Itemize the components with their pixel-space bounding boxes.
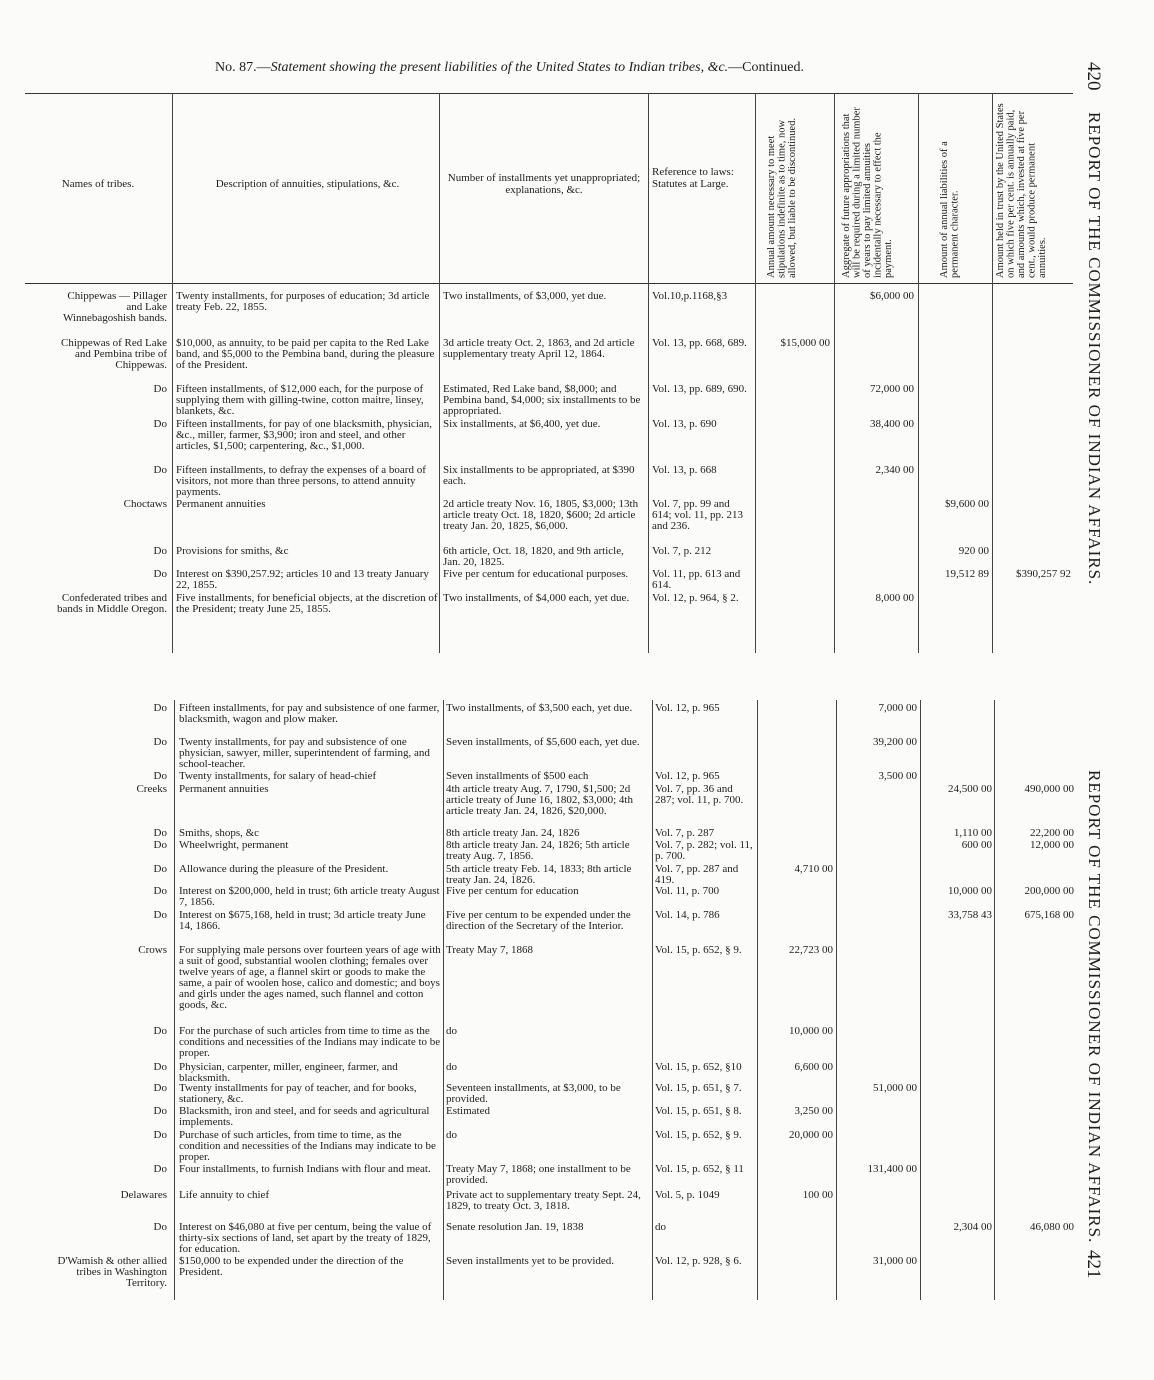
- cell-desc: Twenty installments, for purposes of education; 3d article treaty Feb. 22, 1855.: [176, 290, 430, 313]
- cell-inst: Five per centum to be expended under the direction of the Secretary of the Interior.: [446, 909, 631, 932]
- header-top-rule: [25, 93, 1073, 94]
- cell-annual: 3,250 00: [794, 1105, 833, 1117]
- cell-annual: 20,000 00: [789, 1129, 833, 1141]
- cell-ref: Vol. 13, pp. 668, 689.: [652, 337, 747, 349]
- title-suffix: —Continued.: [728, 60, 805, 75]
- cell-inst: Six installments to be appropriated, at $390 each.: [443, 464, 635, 487]
- cell-tribe: Do: [153, 464, 167, 476]
- cell-inst: Seventeen installments, at $3,000, to be provided.: [446, 1082, 621, 1105]
- cell-ref: Vol. 13, p. 690: [652, 418, 717, 430]
- cell-ref: Vol.10,p.1168,§3: [652, 290, 728, 302]
- col-divider: [994, 700, 995, 1300]
- cell-tribe: Do: [153, 885, 167, 897]
- cell-desc: $150,000 to be expended under the direction of the President.: [179, 1255, 404, 1278]
- cell-desc: Interest on $675,168, held in trust; 3d article treaty June 14, 1866.: [179, 909, 426, 932]
- cell-inst: do: [446, 1129, 457, 1141]
- cell-ref: Vol. 12, p. 928, § 6.: [655, 1255, 742, 1267]
- header-bottom-rule: [25, 283, 1073, 284]
- cell-aggregate: 3,500 00: [878, 770, 917, 782]
- cell-ref: Vol. 5, p. 1049: [655, 1189, 720, 1201]
- cell-desc: Four installments, to furnish Indians with flour and meat.: [179, 1163, 431, 1175]
- cell-annual: 4,710 00: [794, 863, 833, 875]
- cell-tribe: Do: [153, 1105, 167, 1117]
- cell-inst: Seven installments of $500 each: [446, 770, 589, 782]
- cell-aggregate: 51,000 00: [873, 1082, 917, 1094]
- cell-ref: Vol. 7, pp. 287 and 419.: [655, 863, 739, 886]
- cell-inst: Five per centum for educational purposes.: [443, 568, 629, 580]
- cell-annual: 100 00: [802, 1189, 833, 1201]
- col-divider: [920, 700, 921, 1300]
- col-divider: [174, 700, 175, 1300]
- cell-tribe: Chippewas — Pillager and Lake Winnebagoshish bands.: [62, 290, 167, 324]
- title-prefix: No. 87.—: [215, 60, 271, 75]
- cell-ref: Vol. 11, p. 700: [655, 885, 720, 897]
- cell-inst: 4th article treaty Aug. 7, 1790, $1,500; 2d article treaty of June 16, 1802, $3,000; 4th article treaty Jan. 24, 1826, $20,000.: [446, 783, 633, 817]
- cell-desc: Fifteen installments, of $12,000 each, for the purpose of supplying them with gilling-twine, cotton maitre, linsey, blankets, &c.: [176, 383, 424, 417]
- cell-desc: Wheelwright, permanent: [179, 839, 289, 851]
- cell-trust: 200,000 00: [1024, 885, 1074, 897]
- cell-tribe: Do: [153, 568, 167, 580]
- cell-tribe: Do: [153, 827, 167, 839]
- cell-tribe: Do: [153, 1163, 167, 1175]
- cell-inst: Seven installments yet to be provided.: [446, 1255, 615, 1267]
- cell-ref: Vol. 15, p. 652, § 9.: [655, 1129, 742, 1141]
- cell-permanent: 33,758 43: [948, 909, 992, 921]
- col-divider: [836, 700, 837, 1300]
- header-trust: Amount held in trust by the United States on which five per cent. is annually paid, and amounts which, invested at five per cent., would produce permanent annuities.: [995, 103, 1048, 278]
- cell-desc: Provisions for smiths, &c: [176, 545, 289, 557]
- cell-tribe: Do: [153, 545, 167, 557]
- cell-inst: Six installments, at $6,400, yet due.: [443, 418, 601, 430]
- cell-tribe: Do: [153, 909, 167, 921]
- cell-trust: 675,168 00: [1024, 909, 1074, 921]
- cell-trust: 490,000 00: [1024, 783, 1074, 795]
- cell-permanent: 2,304 00: [953, 1221, 992, 1233]
- cell-inst: 5th article treaty Feb. 14, 1833; 8th article treaty Jan. 24, 1826.: [446, 863, 632, 886]
- cell-aggregate: 2,340 00: [875, 464, 914, 476]
- cell-inst: Private act to supplementary treaty Sept. 24, 1829, to treaty Oct. 3, 1818.: [446, 1189, 641, 1212]
- cell-trust: 22,200 00: [1030, 827, 1074, 839]
- header-permanent: Amount of annual liabilities of a permanent character.: [939, 141, 961, 278]
- cell-desc: Permanent annuities: [179, 783, 269, 795]
- cell-ref: Vol. 7, p. 287: [655, 827, 715, 839]
- cell-inst: Five per centum for education: [446, 885, 579, 897]
- header-installments: Number of installments yet unappropriated; explanations, &c.: [447, 172, 641, 196]
- cell-inst: Seven installments, of $5,600 each, yet due.: [446, 736, 640, 748]
- cell-tribe: Confederated tribes and bands in Middle Oregon.: [57, 592, 167, 615]
- cell-trust: 12,000 00: [1030, 839, 1074, 851]
- col-divider: [172, 93, 173, 653]
- cell-aggregate: 31,000 00: [873, 1255, 917, 1267]
- cell-trust: $390,257 92: [1016, 568, 1071, 580]
- cell-ref: Vol. 15, p. 652, § 11: [655, 1163, 744, 1175]
- cell-permanent: 1,110 00: [953, 827, 992, 839]
- cell-aggregate: 131,400 00: [867, 1163, 917, 1175]
- cell-ref: Vol. 14, p. 786: [655, 909, 720, 921]
- running-header-top: REPORT OF THE COMMISSIONER OF INDIAN AFFAIRS.: [1085, 112, 1104, 586]
- table-title: [215, 60, 804, 76]
- cell-tribe: Do: [153, 770, 167, 782]
- cell-ref: Vol. 7, p. 282; vol. 11, p. 700.: [655, 839, 753, 862]
- header-aggregate: Aggregate of future appropriations that will be required during a limited number of years to pay limited annuities incidentally necessary to effect the payment.: [841, 107, 894, 278]
- header-description: Description of annuities, stipulations, &c.: [215, 178, 400, 190]
- cell-ref: Vol. 15, p. 652, § 9.: [655, 944, 742, 956]
- cell-desc: For supplying male persons over fourteen years of age with a suit of good, substantial woolen clothing; females over twelve years of age, a flannel skirt or goods to make the same, a pair of woolen hose, calico and domestic; and boys and girls under the ages named, such flannel and cotton goods, &c.: [179, 944, 441, 1011]
- cell-inst: 8th article treaty Jan. 24, 1826: [446, 827, 580, 839]
- cell-desc: Physician, carpenter, miller, engineer, farmer, and blacksmith.: [179, 1061, 398, 1084]
- cell-permanent: 920 00: [958, 545, 989, 557]
- cell-inst: do: [446, 1025, 457, 1037]
- cell-annual: 10,000 00: [789, 1025, 833, 1037]
- cell-desc: Interest on $390,257.92; articles 10 and 13 treaty January 22, 1855.: [176, 568, 429, 591]
- cell-permanent: 600 00: [961, 839, 992, 851]
- cell-ref: Vol. 7, p. 212: [652, 545, 712, 557]
- cell-desc: Life annuity to chief: [179, 1189, 270, 1201]
- cell-inst: Estimated: [446, 1105, 490, 1117]
- cell-ref: Vol. 12, p. 965: [655, 770, 720, 782]
- cell-tribe: Do: [153, 736, 167, 748]
- cell-desc: Blacksmith, iron and steel, and for seeds and agricultural implements.: [179, 1105, 430, 1128]
- cell-ref: Vol. 7, pp. 99 and 614; vol. 11, pp. 213 and 236.: [652, 498, 743, 532]
- cell-desc: Permanent annuities: [176, 498, 266, 510]
- cell-tribe: Do: [153, 1129, 167, 1141]
- cell-tribe: Choctaws: [123, 498, 167, 510]
- cell-ref: Vol. 13, pp. 689, 690.: [652, 383, 747, 395]
- cell-aggregate: $6,000 00: [870, 290, 914, 302]
- cell-ref: do: [655, 1221, 666, 1233]
- cell-desc: Interest on $46,080 at five per centum, being the value of thirty-six sections of land, set apart by the treaty of 1829, for education.: [179, 1221, 432, 1255]
- cell-tribe: Chippewas of Red Lake and Pembina tribe of Chippewas.: [61, 337, 167, 371]
- cell-inst: Estimated, Red Lake band, $8,000; and Pembina band, $4,000; six installments to be appropriated.: [443, 383, 641, 417]
- col-divider: [648, 93, 649, 653]
- cell-inst: Two installments, of $3,500 each, yet due.: [446, 702, 633, 714]
- cell-tribe: Do: [153, 863, 167, 875]
- cell-desc: For the purchase of such articles from time to time as the conditions and necessities of the Indians may indicate to be proper.: [179, 1025, 441, 1059]
- cell-desc: Five installments, for beneficial objects, at the discretion of the President; treaty June 25, 1855.: [176, 592, 438, 615]
- cell-tribe: Delawares: [120, 1189, 167, 1201]
- page-number-bottom: 421: [1083, 1250, 1104, 1279]
- col-divider: [439, 93, 440, 653]
- cell-desc: Allowance during the pleasure of the President.: [179, 863, 389, 875]
- cell-desc: Purchase of such articles, from time to time, as the condition and necessities of the Indians may indicate to be proper.: [179, 1129, 436, 1163]
- title-italic: Statement showing the present liabilities of the United States to Indian tribes, &c.: [270, 60, 729, 75]
- cell-desc: $10,000, as annuity, to be paid per capita to the Red Lake band, and $5,000 to the Pembina band, during the pleasure of the President.: [176, 337, 435, 371]
- cell-tribe: Do: [153, 1082, 167, 1094]
- cell-inst: Treaty May 7, 1868; one installment to be provided.: [446, 1163, 631, 1186]
- cell-ref: Vol. 12, p. 964, § 2.: [652, 592, 739, 604]
- cell-aggregate: 39,200 00: [873, 736, 917, 748]
- cell-desc: Fifteen installments, to defray the expenses of a board of visitors, not more than three persons, to attend annuity payments.: [176, 464, 426, 498]
- cell-inst: 8th article treaty Jan. 24, 1826; 5th article treaty Aug. 7, 1856.: [446, 839, 630, 862]
- cell-desc: Interest on $200,000, held in trust; 6th article treaty August 7, 1856.: [179, 885, 440, 908]
- cell-ref: Vol. 15, p. 651, § 7.: [655, 1082, 742, 1094]
- cell-permanent: 19,512 89: [945, 568, 989, 580]
- cell-inst: 3d article treaty Oct. 2, 1863, and 2d article supplementary treaty April 12, 1864.: [443, 337, 635, 360]
- cell-permanent: 24,500 00: [948, 783, 992, 795]
- cell-inst: Senate resolution Jan. 19, 1838: [446, 1221, 584, 1233]
- cell-desc: Fifteen installments, for pay of one blacksmith, physician, &c., miller, farmer, $3,900; iron and steel, and other articles, $1,500; carpentering, &c., $1,000.: [176, 418, 433, 452]
- cell-aggregate: 8,000 00: [875, 592, 914, 604]
- col-divider: [443, 700, 444, 1300]
- header-annual: Annual amount necessary to meet stipulations indefinite as to time, now allowed, but liable to be discontinued.: [766, 117, 798, 278]
- cell-desc: Twenty installments, for pay and subsistence of one physician, sawyer, miller, superintendent of farming, and school-teacher.: [179, 736, 430, 770]
- cell-tribe: Creeks: [136, 783, 167, 795]
- cell-tribe: Do: [153, 1221, 167, 1233]
- cell-trust: 46,080 00: [1030, 1221, 1074, 1233]
- cell-annual: 6,600 00: [794, 1061, 833, 1073]
- cell-ref: Vol. 11, pp. 613 and 614.: [652, 568, 741, 591]
- cell-tribe: Do: [153, 418, 167, 430]
- cell-aggregate: 7,000 00: [878, 702, 917, 714]
- cell-tribe: Do: [153, 383, 167, 395]
- cell-annual: 22,723 00: [789, 944, 833, 956]
- cell-ref: Vol. 12, p. 965: [655, 702, 720, 714]
- col-divider: [757, 700, 758, 1300]
- header-names: Names of tribes.: [61, 178, 135, 190]
- col-divider: [755, 93, 756, 653]
- cell-ref: Vol. 13, p. 668: [652, 464, 717, 476]
- cell-tribe: D'Wamish & other allied tribes in Washington Territory.: [57, 1255, 167, 1289]
- cell-ref: Vol. 7, pp. 36 and 287; vol. 11, p. 700.: [655, 783, 744, 806]
- running-header-bottom: REPORT OF THE COMMISSIONER OF INDIAN AFFAIRS.: [1085, 770, 1104, 1244]
- cell-desc: Fifteen installments, for pay and subsistence of one farmer, blacksmith, wagon and plow maker.: [179, 702, 440, 725]
- col-divider: [834, 93, 835, 653]
- cell-ref: Vol. 15, p. 651, § 8.: [655, 1105, 742, 1117]
- cell-tribe: Do: [153, 839, 167, 851]
- cell-inst: Two installments, of $3,000, yet due.: [443, 290, 607, 302]
- col-divider: [652, 700, 653, 1300]
- col-divider: [992, 93, 993, 653]
- cell-inst: do: [446, 1061, 457, 1073]
- cell-tribe: Crows: [138, 944, 167, 956]
- cell-annual: $15,000 00: [780, 337, 830, 349]
- cell-desc: Twenty installments for pay of teacher, and for books, stationery, &c.: [179, 1082, 417, 1105]
- cell-tribe: Do: [153, 702, 167, 714]
- cell-inst: 6th article, Oct. 18, 1820, and 9th article, Jan. 20, 1825.: [443, 545, 624, 568]
- cell-aggregate: 38,400 00: [870, 418, 914, 430]
- cell-permanent: $9,600 00: [945, 498, 989, 510]
- cell-aggregate: 72,000 00: [870, 383, 914, 395]
- cell-tribe: Do: [153, 1025, 167, 1037]
- cell-tribe: Do: [153, 1061, 167, 1073]
- header-reference: Reference to laws: Statutes at Large.: [652, 166, 734, 190]
- cell-inst: Two installments, of $4,000 each, yet due.: [443, 592, 630, 604]
- cell-desc: Smiths, shops, &c: [179, 827, 260, 839]
- col-divider: [918, 93, 919, 653]
- page-number-top: 420: [1083, 62, 1104, 91]
- cell-permanent: 10,000 00: [948, 885, 992, 897]
- cell-inst: 2d article treaty Nov. 16, 1805, $3,000; 13th article treaty Oct. 18, 1820, $600; 2d article treaty Jan. 20, 1825, $6,000.: [443, 498, 639, 532]
- cell-ref: Vol. 15, p. 652, §10: [655, 1061, 742, 1073]
- cell-inst: Treaty May 7, 1868: [446, 944, 533, 956]
- cell-desc: Twenty installments, for salary of head-chief: [179, 770, 377, 782]
